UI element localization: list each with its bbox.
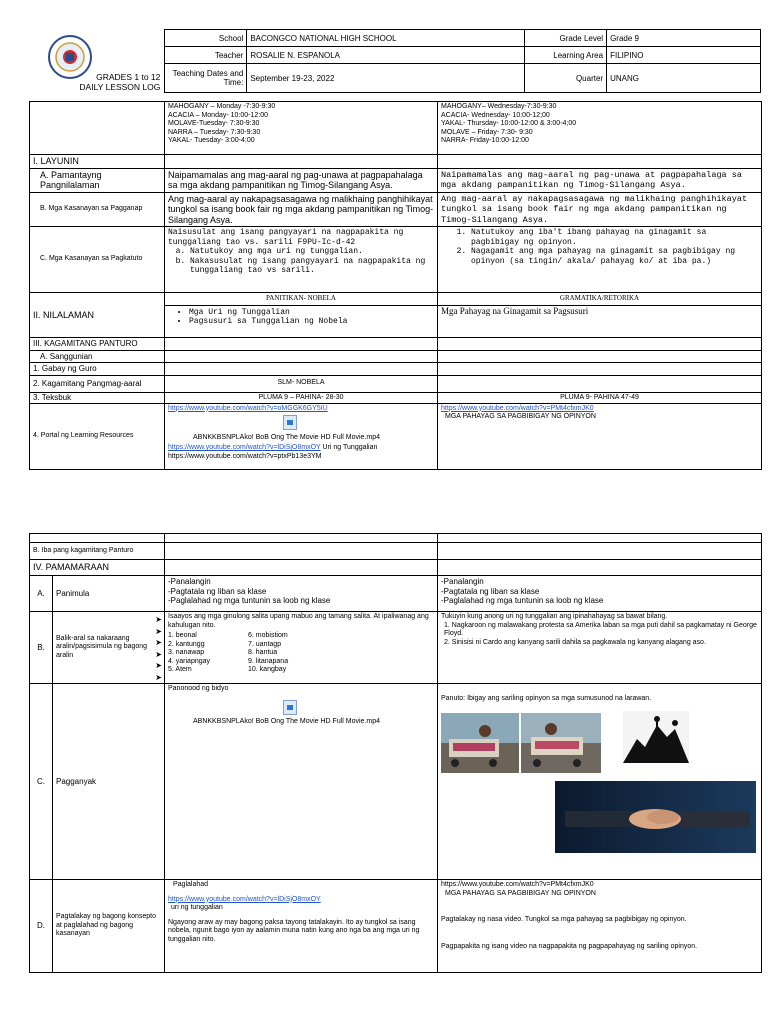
pagganyak-right bbox=[438, 684, 762, 880]
link-caption: uri ng tunggalian bbox=[171, 904, 223, 911]
link-caption: Uri ng Tunggalian bbox=[320, 444, 378, 451]
pagganap-label: B. Mga Kasanayan sa Pagganap bbox=[30, 192, 165, 227]
nilalaman-right bbox=[438, 293, 762, 338]
paglalahad-title: Paglalahad bbox=[173, 881, 209, 888]
teacher-label: Teacher bbox=[165, 47, 247, 64]
video-file-name[interactable]: ABNKKBSNPLAko! BoB Ong The Movie HD Full Movie.mp4 bbox=[193, 433, 381, 441]
photo-street-vendor-2 bbox=[521, 713, 601, 773]
panimula-line: -Panalangin bbox=[441, 577, 484, 586]
lesson-table-page2 bbox=[29, 533, 762, 973]
balik-aral-letter: B. bbox=[30, 612, 53, 684]
pamantayan-left: Naipamamalas ang mag-aaral ng pag-unawa at pagpapahalaga sa mga akdang pampanitikan ng Timog-Silangang Asya. bbox=[165, 168, 438, 192]
learning-area-value: FILIPINO bbox=[607, 47, 761, 64]
balik-aral-instruction: Isaayos ang mga ginulong salita upang mabuo ang tamang salita. At ipaliwanag ang kahulugan nito. bbox=[168, 613, 429, 629]
panimula-line: -Paglalahad ng mga tuntunin sa loob ng klase bbox=[168, 596, 331, 605]
pamantayan-label: A. Pamantayng Pangnilalaman bbox=[30, 168, 165, 192]
balik-aral-label bbox=[53, 612, 165, 684]
panimula-right bbox=[438, 576, 762, 612]
teaching-dates-value: September 19-23, 2022 bbox=[247, 64, 525, 93]
quarter-label: Quarter bbox=[525, 64, 607, 93]
youtube-link-plain[interactable]: https://www.youtube.com/watch?v=ptxPb13e3YM bbox=[168, 452, 322, 460]
video-file-name[interactable]: ABNKKBSNPLAko! BoB Ong The Movie HD Full Movie.mp4 bbox=[193, 718, 381, 725]
nilalaman-left bbox=[165, 293, 438, 338]
pagtalakay-label: Pagtalakay ng bagong konsepto at paglalahad ng bagong kasanayan bbox=[53, 880, 165, 973]
iba-pang-label: B. Iba pang kagamitang Panturo bbox=[30, 543, 165, 560]
youtube-link[interactable]: https://www.youtube.com/watch?v=oMGGK6GY5IU bbox=[168, 404, 328, 412]
schedule-line: MOLAVE – Friday- 7:30- 9:30 bbox=[441, 128, 533, 136]
panimula-left bbox=[165, 576, 438, 612]
jumbled-word: 9. litanapana bbox=[248, 657, 289, 665]
teksbuk-label: 3. Teksbuk bbox=[30, 392, 165, 403]
grade-level-value: Grade 9 bbox=[607, 30, 761, 47]
portal-left bbox=[165, 403, 438, 469]
nilalaman-heading: II. NILALAMAN bbox=[30, 293, 165, 338]
gabay-label: 1. Gabay ng Guro bbox=[30, 363, 165, 376]
jumbled-word: 6. mobistiom bbox=[248, 632, 288, 639]
balik-aral-label-text: Balik-aral sa nakaraang aralin/pagsisimula ng bagong aralin bbox=[56, 634, 148, 659]
pagtalakay-paragraph: Pagtalakay ng nasa video. Tungkol sa mga pahayag sa pagbibigay ng opinyon. bbox=[441, 916, 687, 923]
form-title-line1: GRADES 1 to 12 bbox=[96, 71, 161, 82]
pagtalakay-letter: D. bbox=[30, 880, 53, 973]
youtube-link-plain[interactable]: https://www.youtube.com/watch?v=PMt4cfxmJK0 bbox=[441, 881, 594, 888]
layunin-heading: I. LAYUNIN bbox=[30, 155, 165, 169]
youtube-link[interactable]: https://www.youtube.com/watch?v=lDiSjO8mxOY bbox=[168, 444, 321, 451]
youtube-link[interactable]: https://www.youtube.com/watch?v=PMt4cfxmJK0 bbox=[441, 404, 594, 412]
schedule-line: MAHOGANY– Wednesday-7:30-9:30 bbox=[441, 103, 557, 110]
pagganyak-label: Pagganyak bbox=[53, 684, 165, 880]
pangmag-left: SLM- NOBELA bbox=[165, 375, 438, 392]
panimula-line: -Pagtatala ng liban sa klase bbox=[441, 586, 540, 596]
schedule-line: YAKAL- Tuesday- 3:00-4:00 bbox=[168, 137, 255, 144]
photo-handshake bbox=[555, 781, 756, 853]
balik-aral-right bbox=[438, 612, 762, 684]
jumbled-word: 5. Atem bbox=[168, 666, 192, 673]
jumbled-word: 7. uantagp bbox=[248, 640, 282, 648]
paglalahad-paragraph: Ngayong araw ay may bagong paksa tayong tatalakayin. Ito ay tungkol sa isang nobela, ngunit bago iyon ay aalamin muna natin kung ano nga ba ang mga uri ng tunggalian nito. bbox=[168, 918, 420, 943]
jumbled-word: 8. hantua bbox=[248, 649, 278, 656]
pagganyak-left bbox=[165, 684, 438, 880]
kagamitan-heading: III. KAGAMITANG PANTURO bbox=[30, 338, 165, 351]
teacher-value: ROSALIE N. ESPANOLA bbox=[247, 47, 525, 64]
schedule-right bbox=[438, 102, 762, 155]
lesson-table-page1 bbox=[29, 101, 762, 470]
panimula-line: -Pagtatala ng liban sa klase bbox=[168, 586, 267, 596]
pamamaraan-heading: IV. PAMAMARAAN bbox=[30, 560, 165, 576]
header-table bbox=[29, 29, 761, 93]
pagganyak-left-title: Panonood ng bidyo bbox=[168, 685, 229, 692]
pagganap-left: Ang mag-aaral ay nakapagsasagawa ng malikhaing panghihikayat tungkol sa isang book fair ng mga akdang pampanitikan ng Timog-Silangang Asya. bbox=[165, 192, 438, 227]
nilalaman-left-title: PANITIKAN- NOBELA bbox=[165, 293, 437, 306]
learning-area-label: Learning Area bbox=[525, 47, 607, 64]
pagkatuto-intro: Naisusulat ang isang pangyayari na nagpapakita ng tunggaliang tao vs. sarili F9PU-Ic-d-42 bbox=[168, 228, 404, 247]
grade-level-label: Grade Level bbox=[525, 30, 607, 47]
pagtalakay-left bbox=[165, 880, 438, 973]
portal-label: 4. Portal ng Learning Resources bbox=[30, 403, 165, 469]
panimula-label: Panimula bbox=[53, 576, 165, 612]
pagkatuto-item: 1. Natutukoy ang iba't ibang pahayag na ginagamit sa pagbibigay ng opinyon. bbox=[471, 228, 758, 247]
panimula-letter: A. bbox=[30, 576, 53, 612]
schedule-row bbox=[30, 102, 762, 155]
balik-aral-left bbox=[165, 612, 438, 684]
portal-right bbox=[438, 403, 762, 469]
balik-aral-item: 2. Sinisisi ni Cardo ang kanyang sarili dahila sa pagkawala ng kanyang alagang aso. bbox=[444, 638, 706, 646]
nilalaman-right-title: GRAMATIKA/RETORIKA bbox=[438, 293, 761, 306]
pagkatuto-label: C. Mga Kasanayan sa Pagkatuto bbox=[30, 227, 165, 293]
pagganyak-letter: C. bbox=[30, 684, 53, 880]
schedule-line: NARRA- Friday-10:00-12:00 bbox=[441, 137, 529, 144]
photo-street-vendor-1 bbox=[441, 713, 519, 773]
form-title-line2: DAILY LESSON LOG bbox=[79, 81, 161, 92]
video-file-icon[interactable] bbox=[283, 415, 297, 430]
nilalaman-item: • Mga Uri ng Tunggalian bbox=[189, 308, 437, 318]
pamantayan-right: Naipamamalas ang mag-aaral ng pag-unawa at pagpapahalaga sa mga akdang pampanitikan ng Timog-Silangang Asya. bbox=[438, 168, 762, 192]
pagtalakay-right bbox=[438, 880, 762, 973]
jumbled-word: 4. yariapngay bbox=[168, 657, 211, 665]
header-logo-cell bbox=[29, 30, 165, 93]
sanggunian-label: A. Sanggunian bbox=[30, 350, 165, 363]
pagganyak-instruction: Panuto: Ibigay ang sariling opinyon sa mga sumusunod na larawan. bbox=[441, 695, 652, 702]
schedule-line: ACACIA – Monday- 10:00-12:00 bbox=[168, 111, 269, 119]
nilalaman-item: Mga Pahayag na Ginagamit sa Pagsusuri bbox=[441, 305, 589, 316]
schedule-line: MAHOGANY – Monday -7:30-9:30 bbox=[168, 103, 276, 110]
pagkatuto-item: b. Nakasusulat ng isang pangyayari na nagpapakita ng tunggaliang tao vs sarili. bbox=[190, 257, 434, 276]
nilalaman-item: • Pagsusuri sa Tunggalian ng Nobela bbox=[189, 317, 437, 327]
jumbled-word: 1. beonal bbox=[168, 632, 197, 639]
photo-teamwork-silhouette bbox=[623, 711, 689, 763]
schedule-line: YAKAL- Thursday- 10:00-12:00 & 3:00-4;00 bbox=[441, 120, 577, 127]
school-label: School bbox=[165, 30, 247, 47]
panimula-line: -Paglalahad ng mga tuntunin sa loob ng klase bbox=[441, 596, 604, 605]
pagkatuto-item: a. Natutukoy ang mga uri ng tunggalian. bbox=[190, 247, 434, 257]
pagkatuto-left bbox=[165, 227, 438, 293]
jumbled-word: 2. kantungg bbox=[168, 640, 205, 648]
pagganap-right: Ang mag-aaral ay nakapagsasagawa ng malikhaing panghihikayat tungkol sa isang book fair ng mga akdang pampanitikan ng Timog-Silangang Asya. bbox=[438, 192, 762, 227]
teksbuk-right: PLUMA 9- PAHINA 47-49 bbox=[438, 392, 762, 403]
portal-right-caption: MGA PAHAYAG SA PAGBIBIGAY NG OPINYON bbox=[445, 413, 596, 420]
balik-aral-instruction: Tukuyin kung anong uri ng tunggalian ang ipinahahayag sa bawat bilang. bbox=[441, 613, 668, 620]
pangmag-label: 2. Kagamitang Pangmag-aaral bbox=[30, 375, 165, 392]
pagtalakay-paragraph: Pagpapakita ng isang video na nagpapakita ng pagpapahayag ng sariling opinyon. bbox=[441, 942, 698, 950]
schedule-line: NARRA – Tuesday- 7:30-9:30 bbox=[168, 128, 261, 136]
schedule-line: MOLAVE-Tuesday- 7:30-9:30 bbox=[168, 120, 260, 127]
youtube-link[interactable]: https://www.youtube.com/watch?v=lDiSjO8mxOY bbox=[168, 895, 321, 903]
pagkatuto-right bbox=[438, 227, 762, 293]
teksbuk-left: PLUMA 9 – PAHINA- 28-30 bbox=[165, 392, 438, 403]
jumbled-word: 3. nanawap bbox=[168, 649, 205, 656]
pagkatuto-item: 2. Nagagamit ang mga pahayag na ginagamit sa pagbibigay ng opinyon (sa tingin/ akala/ pahayag ko/ at iba pa.) bbox=[471, 247, 758, 266]
schedule-line: ACACIA- Wednesday- 10:00-12;00 bbox=[441, 111, 550, 119]
jumbled-word: 10. kangbay bbox=[248, 666, 287, 673]
teaching-dates-label: Teaching Dates and Time: bbox=[165, 64, 247, 93]
arrow-bullets: ➤ ➤ ➤ ➤ ➤ ➤ bbox=[155, 615, 162, 682]
pagtalakay-right-title: MGA PAHAYAG SA PAGBIBIGAY NG OPINYON bbox=[445, 889, 596, 897]
panimula-line: -Panalangin bbox=[168, 577, 211, 586]
video-file-icon[interactable] bbox=[283, 700, 297, 715]
balik-aral-item: 1. Nagkaroon ng malawakang protesta sa Amerika laban sa mga puti dahil sa pagkamatay ni George Floyd. bbox=[444, 621, 757, 637]
quarter-value: UNANG bbox=[607, 64, 761, 93]
school-value: BACONGCO NATIONAL HIGH SCHOOL bbox=[247, 30, 525, 47]
schedule-left bbox=[165, 102, 438, 155]
